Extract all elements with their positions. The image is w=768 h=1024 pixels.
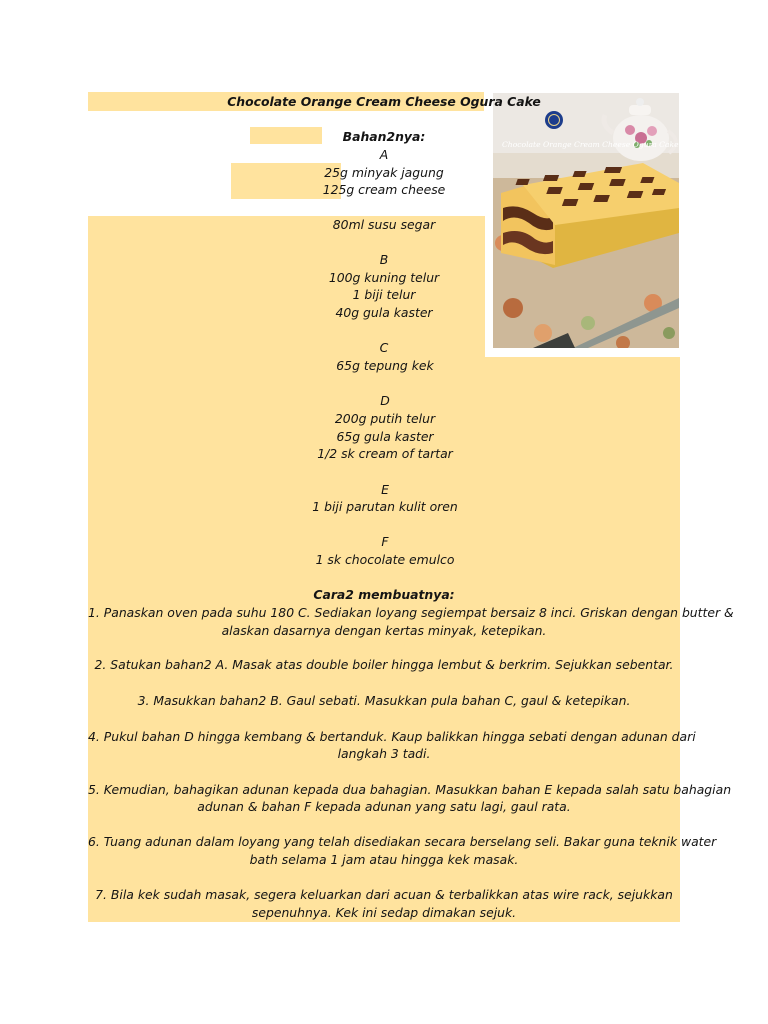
step-line: 1. Panaskan oven pada suhu 180 C. Sediakan loyang segiempat bersaiz 8 inci. Griskan dengan butter & xyxy=(88,605,734,620)
method-heading: Cara2 membuatnya: xyxy=(313,587,455,602)
recipe-title: Chocolate Orange Cream Cheese Ogura Cake xyxy=(227,94,541,109)
ingredient-item: 80ml susu segar xyxy=(332,217,436,232)
ingredient-item: 200g putih telur xyxy=(334,411,436,426)
group-b-label: B xyxy=(379,252,389,267)
step-line: bath selama 1 jam atau hingga kek masak. xyxy=(249,852,519,867)
step-line: 4. Pukul bahan D hingga kembang & bertanduk. Kaup balikkan hingga sebati dengan adunan dari xyxy=(88,729,696,744)
group-d-label: D xyxy=(380,393,390,408)
ingredient-item: 65g gula kaster xyxy=(336,429,434,444)
ingredient-item: 1 biji parutan kulit oren xyxy=(312,499,458,514)
step-line: langkah 3 tadi. xyxy=(337,746,431,761)
logo-badge xyxy=(545,111,563,129)
ingredient-item: 1 biji telur xyxy=(352,287,416,302)
ingredient-item: 25g minyak jagung xyxy=(324,165,444,180)
step-line: sepenuhnya. Kek ini sedap dimakan sejuk. xyxy=(251,905,517,920)
ingredient-item: 40g gula kaster xyxy=(335,305,433,320)
ingredients-heading: Bahan2nya: xyxy=(342,129,426,144)
step-line: 2. Satukan bahan2 A. Masak atas double boiler hingga lembut & berkrim. Sejukkan sebentar. xyxy=(94,657,674,672)
ingredient-item: 125g cream cheese xyxy=(322,182,446,197)
step-line: 7. Bila kek sudah masak, segera keluarkan dari acuan & terbalikkan atas wire rack, sejukkan xyxy=(95,887,673,902)
group-c-label: C xyxy=(379,340,389,355)
ingredient-item: 1 sk chocolate emulco xyxy=(315,552,455,567)
step-line: 6. Tuang adunan dalam loyang yang telah disediakan secara berselang seli. Bakar guna teknik water xyxy=(88,834,717,849)
group-e-label: E xyxy=(381,482,389,497)
step-line: alaskan dasarnya dengan kertas minyak, ketepikan. xyxy=(221,623,547,638)
photo-caption: Chocolate Orange Cream Cheese Ogura Cake xyxy=(502,140,679,149)
step-line: 5. Kemudian, bahagikan adunan kepada dua bahagian. Masukkan bahan E kepada salah satu bahagian xyxy=(88,782,732,797)
step-line: 3. Masukkan bahan2 B. Gaul sebati. Masukkan pula bahan C, gaul & ketepikan. xyxy=(137,693,631,708)
group-a-label: A xyxy=(379,147,389,162)
ingredient-item: 1/2 sk cream of tartar xyxy=(317,446,453,461)
ingredient-item: 65g tepung kek xyxy=(336,358,434,373)
group-f-label: F xyxy=(381,534,389,549)
ingredient-item: 100g kuning telur xyxy=(328,270,440,285)
step-line: adunan & bahan F kepada adunan yang satu lagi, gaul rata. xyxy=(197,799,571,814)
